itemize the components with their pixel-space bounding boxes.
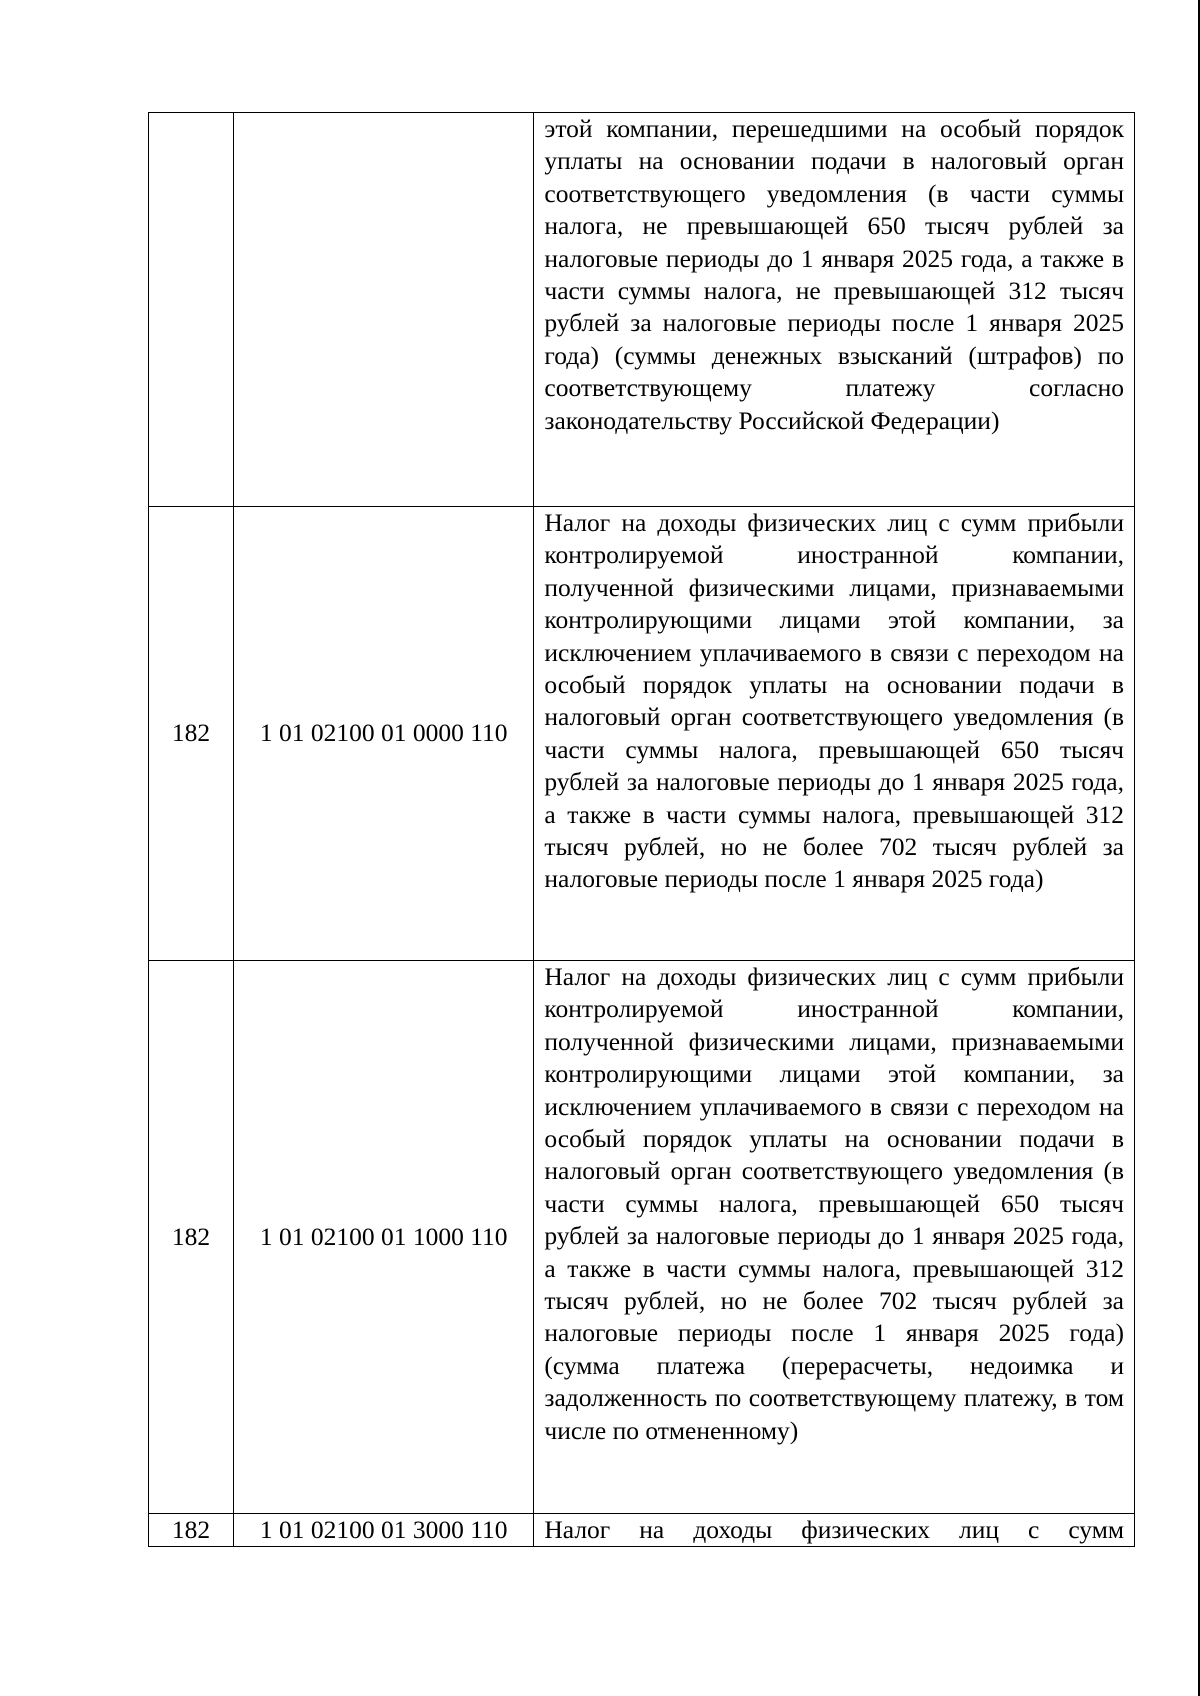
table-row (149, 1514, 1135, 1547)
admin-code-cell: 182 (149, 507, 234, 961)
kbk-code-cell: 1 01 02100 01 3000 110 (234, 1514, 534, 1547)
description-cell: Налог на доходы физических лиц с сумм прибыли контролируемой иностранной компании, полученной физическими лицами, признаваемыми контролирующими лицами этой компании, за исключением уплачиваемого в связи с переходом на особый порядок уплаты на основании подачи в налоговый орган соответствующего уведомления (в части суммы налога, превышающей 650 тысяч рублей за налоговые периоды до 1 января 2025 года, а также в части суммы налога, превышающей 312 тысяч рублей, но не более 702 тысяч рублей за налоговые периоды после 1 января 2025 года) (сумма платежа (перерасчеты, недоимка и задолженность по соответствующему платежу, в том числе по отмененному) (534, 961, 1135, 1514)
kbk-code-cell (234, 113, 534, 507)
kbk-code-cell: 1 01 02100 01 1000 110 (234, 961, 534, 1514)
description-cell: Налог на доходы физических лиц с сумм прибыли контролируемой иностранной компании, полученной физическими лицами, признаваемыми контролирующими лицами этой компании, за исключением уплачиваемого в связи с переходом на особый порядок уплаты на основании подачи в налоговый орган соответствующего уведомления (в части суммы налога, превышающей 650 тысяч рублей за налоговые периоды до 1 января 2025 года, а также в части суммы налога, превышающей 312 тысяч рублей, но не более 702 тысяч рублей за налоговые периоды после 1 января 2025 года) (534, 507, 1135, 961)
kbk-code-cell: 1 01 02100 01 0000 110 (234, 507, 534, 961)
description-cell: Налог на доходы физических лиц с сумм (534, 1514, 1135, 1547)
table-row (149, 507, 1135, 961)
admin-code-cell: 182 (149, 1514, 234, 1547)
admin-code-cell (149, 113, 234, 507)
budget-classification-table (148, 112, 1135, 1547)
admin-code-cell: 182 (149, 961, 234, 1514)
description-cell: этой компании, перешедшими на особый порядок уплаты на основании подачи в налоговый орган соответствующего уведомления (в части суммы налога, не превышающей 650 тысяч рублей за налоговые периоды до 1 января 2025 года, а также в части суммы налога, не превышающей 312 тысяч рублей за налоговые периоды после 1 января 2025 года) (суммы денежных взысканий (штрафов) по соответствующему платежу согласно законодательству Российской Федерации) (534, 113, 1135, 507)
table-row (149, 113, 1135, 507)
table-row (149, 961, 1135, 1514)
